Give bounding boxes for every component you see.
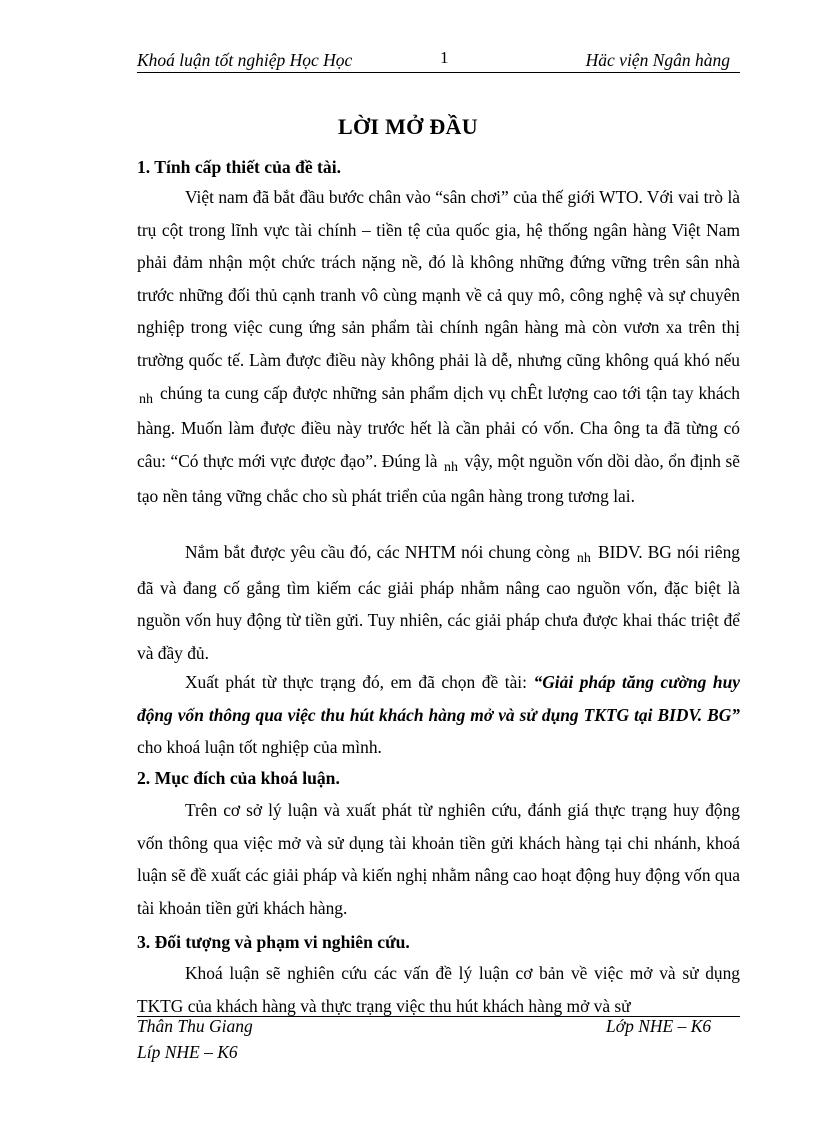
paragraph-2-1: Trên cơ sở lý luận và xuất phát từ nghiên cứu, đánh giá thực trạng huy động vốn thông qua việc mở và sử dụng tài khoản tiền gửi khách hàng tại chi nhánh, khoá luận sẽ đề xuất các giải pháp và kiến nghị nhằm nâng cao hoạt động huy động vốn qua tài khoản tiền gửi khách hàng.	[137, 800, 740, 918]
section-heading-3: 3. Đối tượng và phạm vi nghiên cứu.	[137, 932, 410, 952]
paragraph-1-3	[137, 666, 740, 764]
paragraph-1-2-part-b: BIDV. BG nói riêng đã và đang cố gắng tìm kiếm các giải pháp nhằm nâng cao nguồn vốn, đặc biệt là nguồn vốn huy động từ tiền gửi. Tuy nhiên, các giải pháp chưa được khai thác triệt để và đầy đủ.	[137, 542, 740, 663]
header-institution: Häc viện Ngân hàng	[585, 50, 730, 70]
paragraph-1-1-nh-2: nh	[444, 459, 459, 475]
footer-class-left: Líp NHE – K6	[137, 1042, 238, 1062]
paragraph-3-1: Khoá luận sẽ nghiên cứu các vấn đề lý luận cơ bản về việc mở và sử dụng TKTG của khách hàng và thực trạng việc thu hút khách hàng mở và sử	[137, 963, 740, 1016]
header-page-number: 1	[440, 48, 449, 67]
paragraph-1-3-part-a: Xuất phát từ thực trạng đó, em đã chọn đề tài:	[185, 672, 527, 692]
paragraph-1-1-part-a: Việt nam đã bắt đầu bước chân vào “sân chơi” của thế giới WTO. Với vai trò là trụ cột trong lĩnh vực tài chính – tiền tệ của quốc gia, hệ thống ngân hàng Việt Nam phải đảm nhận một chức trách nặng nề, đó là không những đứng vững trên sân nhà trước những đối thủ cạnh tranh vô cùng mạnh về cả quy mô, công nghệ và sự chuyên nghiệp trong việc cung ứng sản phẩm tài chính ngân hàng mà còn vươn xa trên thị trường quốc tế. Làm được điều này không phải là dễ, nhưng cũng không quá khó nếu	[137, 187, 740, 370]
paragraph-1-2-part-a: Nắm bắt được yêu cầu đó, các NHTM nói chung còng	[185, 542, 570, 562]
section-heading-2: 2. Mục đích của khoá luận.	[137, 768, 340, 788]
section-heading-1: 1. Tính cấp thiết của đề tài.	[137, 157, 341, 177]
page-title: LỜI MỞ ĐẦU	[338, 114, 478, 139]
paragraph-1-1-part-b: chúng ta cung cấp được những sản phẩm dịch vụ chÊt lượng cao tới tận tay khách hàng. Muốn làm được điều này trước hết là cần phải có vốn. Cha ông ta đã từng có câu: “Có thực mới vực được đạo”. Đúng là	[137, 382, 740, 471]
thesis-topic: “Giải pháp tăng cường huy động vốn thông qua việc thu hút khách hàng mở và sử dụng TKTG tại BIDV. BG”	[137, 672, 740, 725]
paragraph-1-1	[137, 181, 740, 513]
paragraph-1-2	[137, 536, 740, 669]
paragraph-1-2-nh: nh	[576, 551, 591, 566]
footer-class-right: Lớp NHE – K6	[606, 1016, 712, 1036]
header-thesis-title: Khoá luận tốt nghiệp Học Học	[137, 50, 353, 70]
paragraph-1-1-nh-1: nh	[139, 391, 153, 407]
page-header	[137, 48, 740, 73]
paragraph-1-1-part-c: vậy, một nguồn vốn dồi dào, ổn định sẽ tạo nền tảng vững chắc cho sù phát triển của ngân hàng trong tương lai.	[137, 450, 740, 507]
paragraph-1-3-part-b: cho khoá luận tốt nghiệp của mình.	[137, 737, 382, 758]
footer-author: Thân Thu Giang	[137, 1016, 253, 1036]
